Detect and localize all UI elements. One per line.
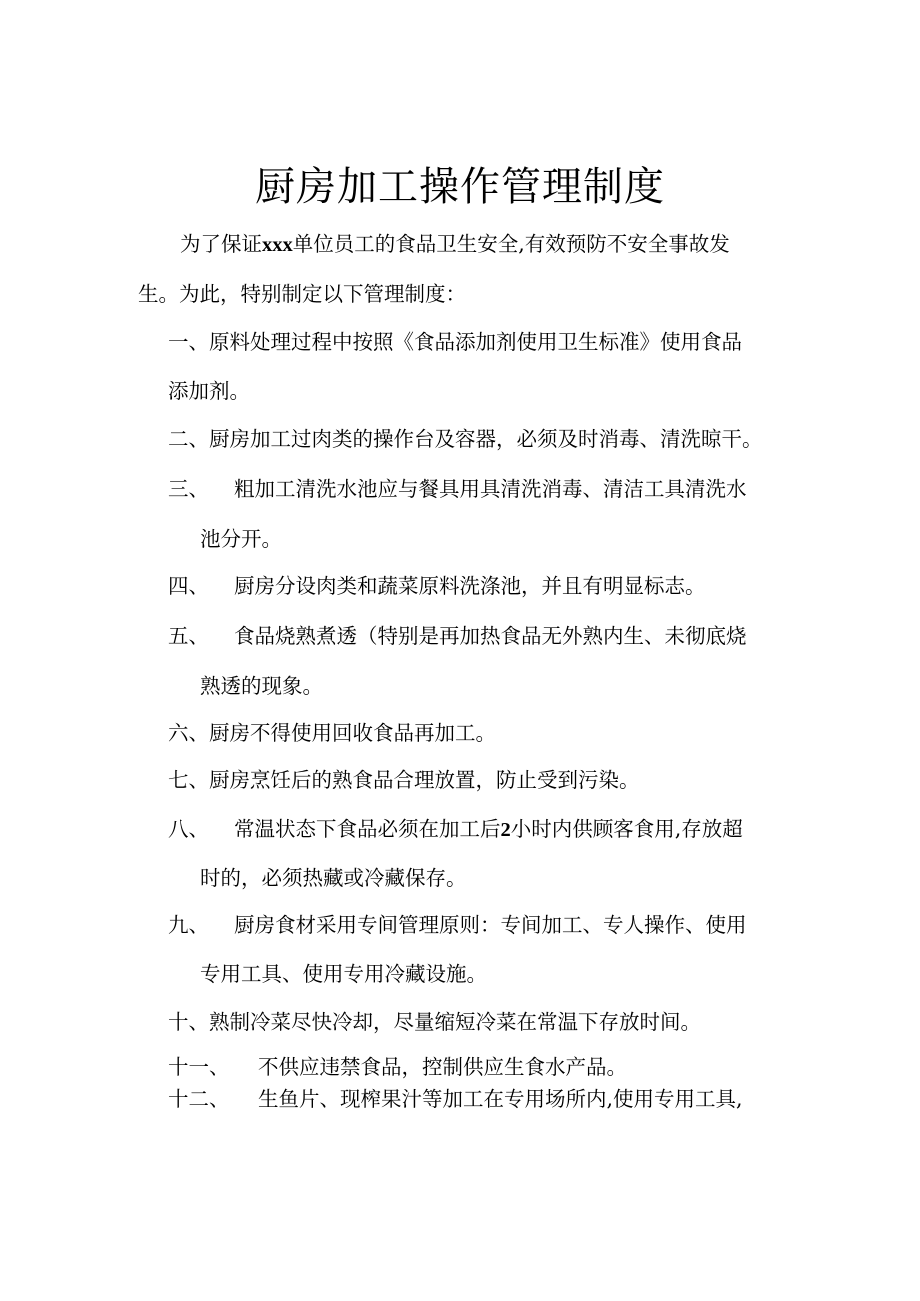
item-number: 九、 (168, 913, 209, 937)
item-text: 厨房食材采用专间管理原则：专间加工、专人操作、使用 (234, 913, 747, 937)
item-text: 生鱼片、现榨果汁等加工在专用场所内,使用专用工具, (258, 1087, 743, 1111)
item-number: 十一、 (168, 1055, 230, 1079)
item-number: 二、 (168, 427, 209, 451)
item-text: 不供应违禁食品，控制供应生食水产品。 (258, 1055, 627, 1079)
list-item (168, 719, 496, 747)
list-item (168, 622, 747, 650)
item-text: 厨房分设肉类和蔬菜原料洗涤池，并且有明显标志。 (234, 574, 706, 598)
list-item (168, 328, 742, 356)
intro-text-pre: 为了保证 (180, 232, 262, 256)
item-text-post: 小时内供顾客食用,存放超 (510, 817, 743, 841)
item-number: 八、 (168, 817, 209, 841)
list-item (168, 572, 706, 600)
item-text-pre: 常温状态下食品必须在加工后 (234, 817, 501, 841)
list-item (168, 766, 640, 794)
item-continuation: 池分开。 (200, 527, 282, 551)
item-number: 七、 (168, 768, 209, 792)
item-continuation: 熟透的现象。 (200, 674, 323, 698)
item-text: 熟制冷菜尽快冷却，尽量缩短冷菜在常温下存放时间。 (209, 1010, 701, 1034)
intro-text-post: 单位员工的食品卫生安全,有效预防不安全事故发 (292, 232, 730, 256)
item-number: 十、 (168, 1010, 209, 1034)
item-continuation: 专用工具、使用专用冷藏设施。 (200, 962, 487, 986)
item-text: 食品烧熟煮透（特别是再加热食品无外熟内生、未彻底烧 (234, 624, 747, 648)
document-title: 厨房加工操作管理制度 (255, 164, 665, 210)
item-number: 六、 (168, 721, 209, 745)
item-text: 粗加工清洗水池应与餐具用具清洗消毒、清洁工具清洗水 (234, 477, 747, 501)
list-item (168, 815, 743, 844)
item-number: 一、 (168, 330, 209, 354)
item-number: 三、 (168, 477, 209, 501)
list-item (168, 1008, 701, 1036)
list-item (168, 1053, 627, 1081)
intro-unit-placeholder: xxx (262, 234, 293, 256)
item-number: 五、 (168, 624, 209, 648)
item-text: 厨房烹饪后的熟食品合理放置，防止受到污染。 (209, 768, 640, 792)
list-item (168, 425, 763, 453)
intro-line-2: 生。为此，特别制定以下管理制度： (138, 282, 466, 306)
list-item (168, 475, 747, 503)
intro-line-1 (180, 230, 730, 259)
item-text: 厨房不得使用回收食品再加工。 (209, 721, 496, 745)
list-item (168, 1085, 743, 1113)
item-continuation: 添加剂。 (168, 379, 250, 403)
item-text: 厨房加工过肉类的操作台及容器，必须及时消毒、清洗晾干。 (209, 427, 763, 451)
item-continuation: 时的，必须热藏或冷藏保存。 (200, 866, 467, 890)
list-item (168, 911, 747, 939)
item-text: 原料处理过程中按照《食品添加剂使用卫生标准》使用食品 (209, 330, 742, 354)
item-number: 四、 (168, 574, 209, 598)
item-hours-value: 2 (500, 819, 511, 841)
item-number: 十二、 (168, 1087, 230, 1111)
